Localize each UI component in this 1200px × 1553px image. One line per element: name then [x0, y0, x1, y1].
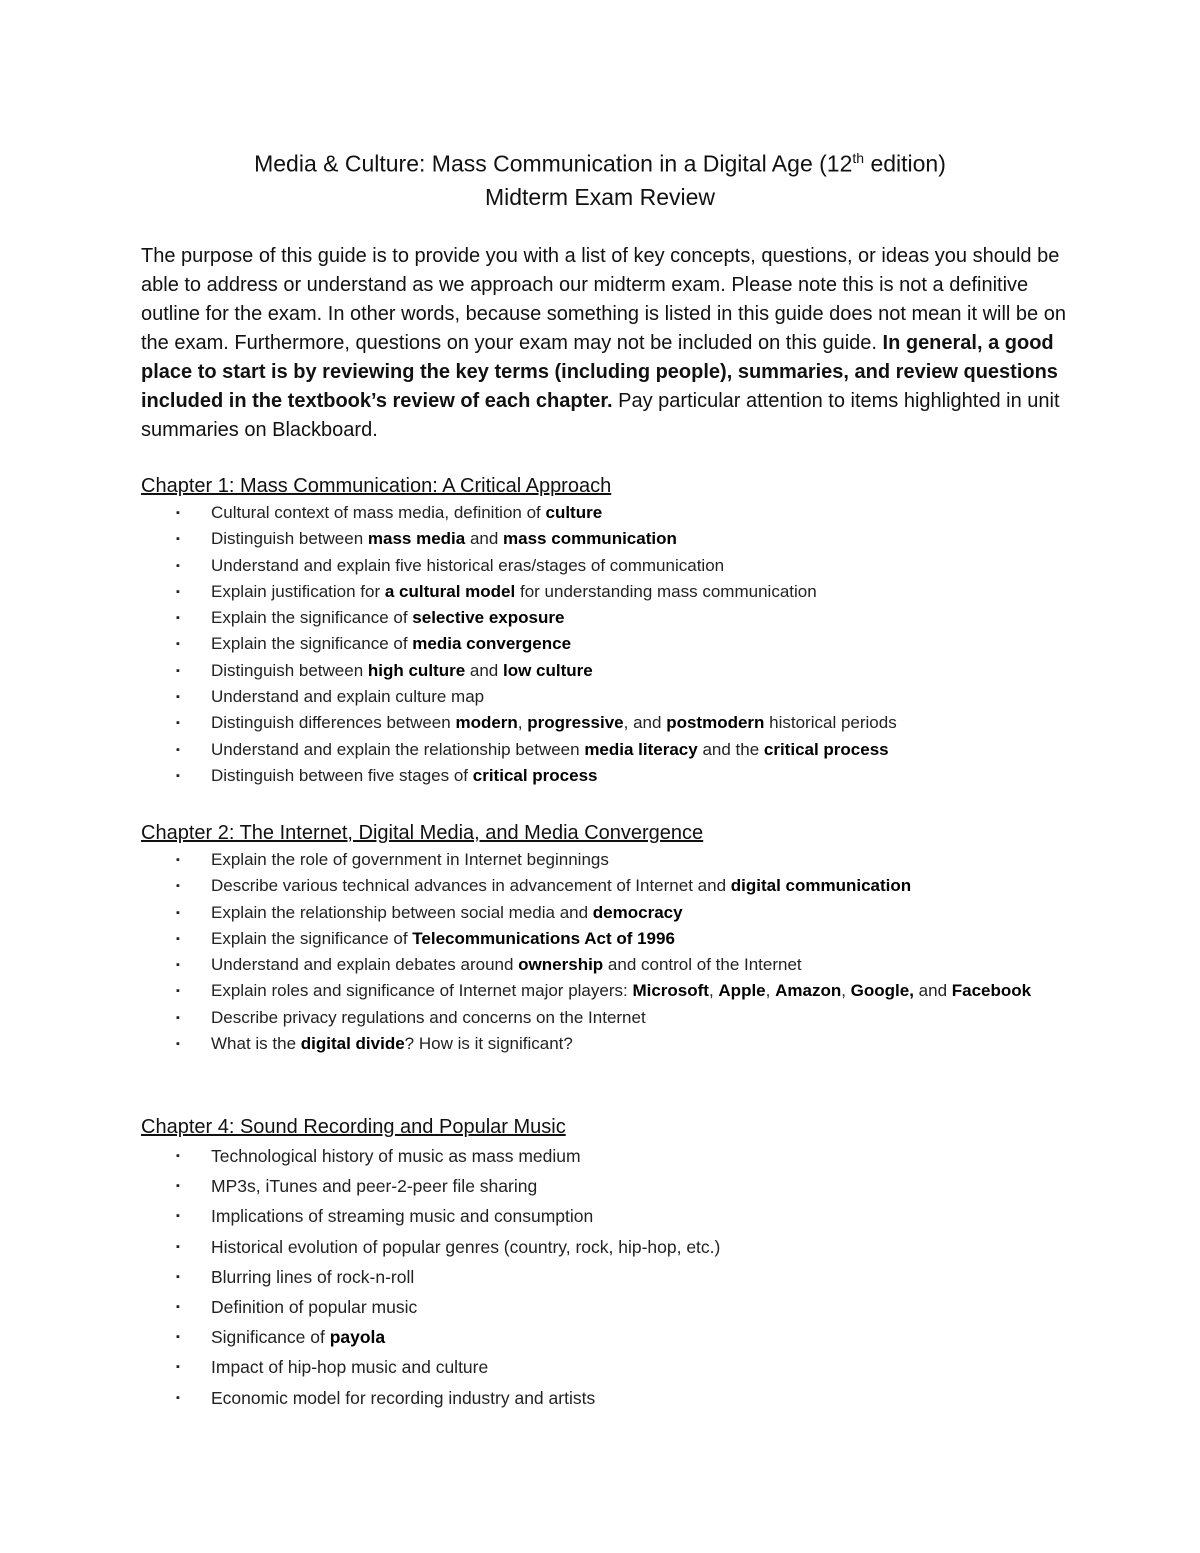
list-item	[141, 1201, 1071, 1231]
list-item	[141, 1005, 1071, 1031]
key-term: Google,	[850, 981, 914, 1001]
list-item	[141, 900, 1071, 926]
key-term: Facebook	[951, 981, 1032, 1001]
item-text: for understanding mass communication	[515, 581, 817, 601]
bullet-icon: ▪	[176, 906, 180, 919]
bullet-icon: ▪	[176, 691, 180, 704]
item-text: ,	[765, 981, 776, 1001]
item-text: Describe various technical advances in advancement of Internet and	[211, 876, 731, 896]
item-text: Distinguish between five stages of	[211, 765, 473, 785]
list-item	[141, 553, 1071, 579]
intro-tail-text: Pay particular attention to items highlighted in unit summaries on Blackboard.	[141, 390, 1060, 441]
key-term: modern	[455, 713, 518, 733]
list-item	[141, 1031, 1071, 1057]
item-text: Significance of	[211, 1327, 330, 1348]
list-item	[141, 737, 1071, 763]
chapter-heading: Chapter 2: The Internet, Digital Media, and Media Convergence	[141, 822, 704, 844]
title-superscript: th	[852, 150, 865, 166]
key-term: progressive	[527, 713, 624, 733]
item-text: Understand and explain the relationship between	[211, 739, 585, 759]
bullet-icon: ▪	[176, 638, 180, 651]
list-item	[141, 605, 1071, 631]
list-item	[141, 1352, 1071, 1382]
bullet-icon: ▪	[176, 1270, 180, 1283]
item-text: Explain the significance of	[211, 928, 413, 948]
key-term: culture	[545, 503, 603, 522]
list-item	[141, 631, 1071, 657]
item-text: Impact of hip-hop music and culture	[211, 1357, 489, 1378]
list-item	[141, 1383, 1071, 1413]
intro-bold-text: In general, a good place to start is by reviewing the key terms (including people), summaries, and review questions included in the textbook’s review of each chapter.	[141, 332, 1058, 412]
item-text: Explain the relationship between social media and	[211, 902, 593, 922]
intro-paragraph	[141, 242, 1071, 445]
list-item	[141, 658, 1071, 684]
list-item	[141, 1322, 1071, 1352]
item-text: ? How is it significant?	[404, 1034, 573, 1054]
key-term: payola	[329, 1327, 386, 1348]
list-item	[141, 526, 1071, 552]
list-item	[141, 1292, 1071, 1322]
bullet-icon: ▪	[176, 1150, 180, 1162]
bullet-icon: ▪	[176, 985, 180, 998]
key-term: selective exposure	[412, 608, 565, 628]
bullet-icon: ▪	[176, 1331, 180, 1344]
key-term: low culture	[502, 660, 593, 680]
item-text: Distinguish between	[211, 529, 368, 549]
bullet-icon: ▪	[176, 533, 180, 546]
list-item	[141, 1262, 1071, 1292]
item-text: historical periods	[764, 713, 897, 733]
key-term: media convergence	[412, 634, 572, 654]
key-term: digital communication	[730, 876, 912, 896]
bullet-icon: ▪	[176, 664, 180, 677]
item-text: Explain the significance of	[211, 608, 413, 628]
list-item	[141, 978, 1071, 1004]
title-block	[0, 142, 1200, 214]
bullet-icon: ▪	[176, 769, 180, 782]
item-text: ,	[708, 981, 719, 1001]
key-term: democracy	[592, 902, 683, 922]
list-item	[141, 1141, 1071, 1171]
key-term: media literacy	[584, 739, 698, 759]
item-text: and	[913, 981, 952, 1001]
item-text: Explain roles and significance of Internet major players:	[211, 981, 633, 1001]
key-term: critical process	[763, 739, 889, 759]
chapter-item-list	[141, 847, 1071, 1057]
key-term: mass communication	[503, 529, 677, 549]
bullet-icon: ▪	[176, 507, 180, 519]
chapter-item-list	[141, 500, 1071, 789]
item-text: Economic model for recording industry and artists	[211, 1387, 596, 1408]
key-term: ownership	[518, 955, 604, 975]
bullet-icon: ▪	[176, 612, 180, 625]
chapter-section	[141, 819, 1071, 1057]
item-text: Explain justification for	[211, 581, 385, 601]
list-item	[141, 684, 1071, 710]
item-text: Blurring lines of rock-n-roll	[211, 1266, 415, 1287]
item-text: Distinguish differences between	[211, 713, 456, 733]
item-text: Historical evolution of popular genres (country, rock, hip-hop, etc.)	[211, 1236, 721, 1257]
list-item	[141, 952, 1071, 978]
item-text: and	[465, 660, 503, 680]
document-subtitle: Midterm Exam Review	[484, 183, 716, 210]
bullet-icon: ▪	[176, 1301, 180, 1314]
bullet-icon: ▪	[176, 880, 180, 893]
bullet-icon: ▪	[176, 1361, 180, 1374]
item-text: ,	[517, 713, 528, 733]
item-text: Distinguish between	[211, 660, 368, 680]
key-term: critical process	[472, 765, 598, 785]
item-text: ,	[841, 981, 851, 1001]
bullet-icon: ▪	[176, 1180, 180, 1193]
item-text: Describe privacy regulations and concerns on the Internet	[211, 1007, 646, 1027]
bullet-icon: ▪	[176, 559, 180, 572]
key-term: Amazon	[775, 981, 842, 1001]
chapter-heading: Chapter 1: Mass Communication: A Critical Approach	[141, 475, 612, 497]
list-item	[141, 710, 1071, 736]
item-text: and control of the Internet	[603, 955, 802, 975]
key-term: Telecommunications Act of 1996	[412, 928, 675, 948]
bullet-icon: ▪	[176, 717, 180, 730]
key-term: mass media	[367, 529, 466, 549]
list-item	[141, 847, 1071, 873]
chapter-item-list	[141, 1141, 1071, 1413]
list-item	[141, 579, 1071, 605]
bullet-icon: ▪	[176, 1011, 180, 1024]
key-term: high culture	[367, 660, 466, 680]
list-item	[141, 873, 1071, 899]
bullet-icon: ▪	[176, 932, 180, 945]
chapter-section	[141, 472, 1071, 789]
list-item	[141, 763, 1071, 789]
item-text: Understand and explain debates around	[211, 955, 519, 975]
item-text: , and	[623, 713, 667, 733]
key-term: postmodern	[666, 713, 765, 733]
item-text: Definition of popular music	[211, 1297, 418, 1318]
list-item	[141, 926, 1071, 952]
list-item	[141, 500, 1071, 526]
item-text: and	[465, 529, 504, 549]
item-text: Explain the significance of	[211, 634, 413, 654]
item-text: Technological history of music as mass medium	[211, 1146, 581, 1166]
item-text: What is the	[211, 1034, 301, 1054]
bullet-icon: ▪	[176, 959, 180, 972]
item-text: and the	[697, 739, 764, 759]
item-text: Explain the role of government in Internet beginnings	[211, 850, 609, 869]
title-text-end: edition)	[864, 150, 946, 177]
bullet-icon: ▪	[176, 585, 180, 598]
bullet-icon: ▪	[176, 854, 180, 866]
bullet-icon: ▪	[176, 1391, 180, 1404]
document-title	[0, 142, 1200, 181]
bullet-icon: ▪	[176, 743, 180, 756]
list-item	[141, 1171, 1071, 1201]
list-item	[141, 1232, 1071, 1262]
intro-text: The purpose of this guide is to provide you with a list of key concepts, questions, or ideas you should be able to address or understand as we approach our midterm exam. Please note this is not a definitive outline for the exam. In other words, because something is listed in this guide does not mean it will be on the exam. Furthermore, questions on your exam may not be included on this guide.	[141, 245, 1066, 354]
key-term: Apple	[718, 981, 766, 1001]
key-term: Microsoft	[632, 981, 709, 1001]
bullet-icon: ▪	[176, 1240, 180, 1253]
item-text: Implications of streaming music and consumption	[211, 1206, 594, 1227]
item-text: MP3s, iTunes and peer-2-peer file sharing	[211, 1176, 538, 1197]
item-text: Understand and explain culture map	[211, 687, 485, 707]
key-term: digital divide	[300, 1034, 405, 1054]
item-text: Understand and explain five historical eras/stages of communication	[211, 555, 725, 575]
bullet-icon: ▪	[176, 1210, 180, 1223]
key-term: a cultural model	[384, 581, 516, 601]
title-text: Media & Culture: Mass Communication in a Digital Age (12	[254, 150, 853, 177]
bullet-icon: ▪	[176, 1038, 180, 1051]
chapter-heading: Chapter 4: Sound Recording and Popular Music	[141, 1116, 566, 1138]
item-text: Cultural context of mass media, definition of	[211, 503, 546, 522]
chapter-section	[141, 1113, 1071, 1413]
